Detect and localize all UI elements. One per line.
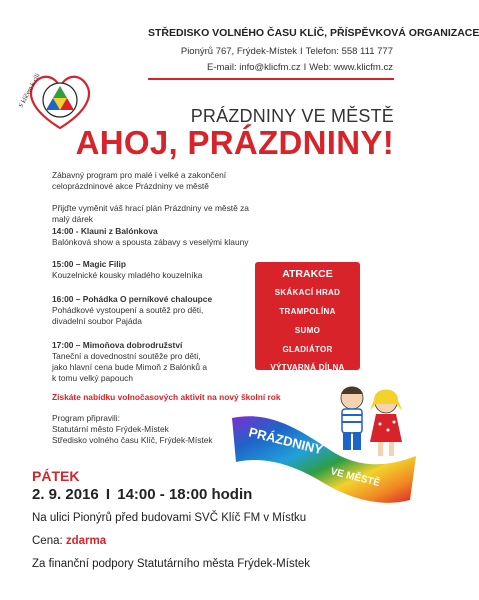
separator: I xyxy=(303,62,307,73)
attractions-box xyxy=(255,262,360,370)
organizer-item: Středisko volného času Klíč, Frýdek-Místek xyxy=(52,435,213,445)
contact-line-web xyxy=(207,62,393,73)
program-item-desc: Kouzelnické kousky mladého kouzelníka xyxy=(52,270,203,280)
event-support: Za finanční podpory Statutárního města Frýdek-Místek xyxy=(32,558,311,570)
price-label: Cena: xyxy=(32,535,63,547)
intro-paragraph: Zábavný program pro malé i velké a zakončení celoprázdninové akce Prázdniny ve městě xyxy=(52,170,227,191)
organizer-item: Statutární město Frýdek-Místek xyxy=(52,424,169,434)
event-headline: AHOJ, PRÁZDNINY! xyxy=(75,124,394,161)
program-item-title: 14:00 - Klauni z Balónkova xyxy=(52,226,158,236)
program-item-title: 15:00 – Magic Filip xyxy=(52,259,127,269)
event-subtitle: PRÁZDNINY VE MĚSTĚ xyxy=(190,106,394,126)
event-price xyxy=(32,535,106,547)
kids-illustration xyxy=(330,380,410,470)
website: Web: www.klicfm.cz xyxy=(309,62,393,73)
attractions-title: ATRAKCE xyxy=(282,268,333,280)
email: E-mail: info@klicfm.cz xyxy=(207,62,301,73)
address: Pionýrů 767, Frýdek-Místek xyxy=(180,46,298,57)
highlight-note: Získáte nabídku volnočasových aktivit na nový školní rok xyxy=(52,392,281,402)
organizers-label: Program připravili: xyxy=(52,413,120,423)
separator: I xyxy=(300,46,303,57)
program-item-desc: Taneční a dovednostní soutěže pro děti, jako hlavní cena bude Mimoň z Balónků a k tomu velký papouch xyxy=(52,351,208,383)
contact-line-address xyxy=(181,46,393,57)
event-datetime xyxy=(32,486,252,503)
event-time: 14:00 - 18:00 hodin xyxy=(117,486,253,503)
header-divider xyxy=(148,78,394,80)
banner-text: PRÁZDNINY xyxy=(247,424,325,458)
program-item-title: 16:00 – Pohádka O perníkové chaloupce xyxy=(52,294,213,304)
intro-paragraph: Přijďte vyměnit váš hrací plán Prázdniny ve městě za malý dárek xyxy=(52,203,249,224)
banner-text: VE MĚSTĚ xyxy=(329,466,382,490)
attraction-item: SKÁKACÍ HRAD xyxy=(274,288,341,297)
attraction-item: SUMO xyxy=(294,326,321,335)
event-place: Na ulici Pionýrů před budovami SVČ Klíč FM v Místku xyxy=(32,512,307,524)
organization-name: STŘEDISKO VOLNÉHO ČASU KLÍČ, PŘÍSPĚVKOVÁ ORGANIZACE xyxy=(148,27,479,39)
event-date: 2. 9. 2016 xyxy=(32,486,99,503)
separator: I xyxy=(105,486,111,503)
phone: Telefon: 558 111 777 xyxy=(305,46,393,57)
event-day: PÁTEK xyxy=(32,468,80,484)
price-value: zdarma xyxy=(65,535,107,547)
program-item-desc: Balónková show a spousta zábavy s veselými klauny xyxy=(52,237,249,247)
program-item-desc: Pohádkové vystoupení a soutěž pro děti, divadelní soubor Pajáda xyxy=(52,305,204,326)
program-item-title: 17:00 – Mimoňova dobrodružství xyxy=(52,340,183,350)
attraction-item: TRAMPOLÍNA xyxy=(279,307,336,316)
attraction-item: GLADIÁTOR xyxy=(282,345,333,354)
logo-lettering: S klíčem k cíli xyxy=(17,72,42,109)
attraction-item: VÝTVARNÁ DÍLNA xyxy=(270,363,345,372)
